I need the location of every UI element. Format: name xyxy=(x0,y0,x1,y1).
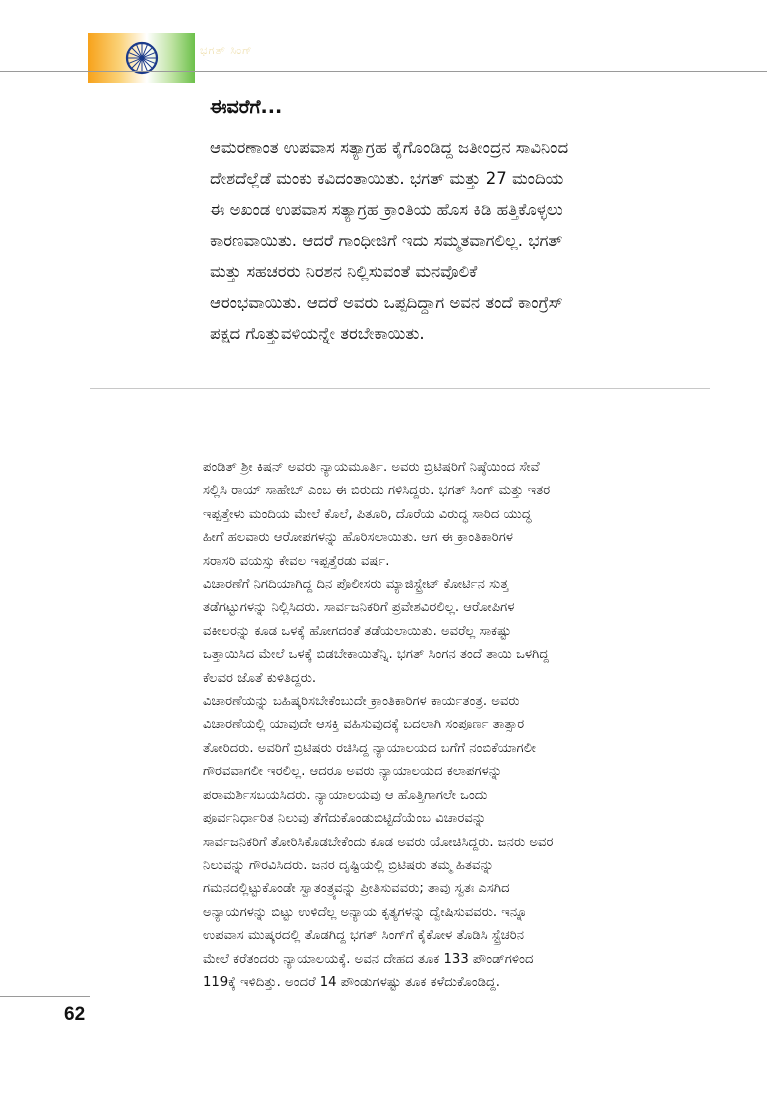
footer-rule xyxy=(0,996,90,997)
summary-heading: ಈವರೆಗೆ... xyxy=(210,96,283,118)
body-paragraph: ವಿಚಾರಣೆಯನ್ನು ಬಹಿಷ್ಕರಿಸಬೇಕೆಂಬುದೇ ಕ್ರಾಂತಿಕಾರಿಗಳ ಕಾರ್ಯತಂತ್ರ. ಅವರು ವಿಚಾರಣೆಯಲ್ಲಿ ಯಾವುದೇ ಆಸಕ್ತಿ ವಹಿಸುವುದಕ್ಕೆ ಬದಲಾಗಿ ಸಂಪೂರ್ಣ ತಾತ್ಸಾರ ತೋರಿದರು. ಅವರಿಗೆ ಬ್ರಿಟಿಷರು ರಚಿಸಿದ್ದ ನ್ಯಾಯಾಲಯದ ಬಗೆಗೆ ನಂಬಿಕೆಯಾಗಲೀ ಗೌರವವಾಗಲೀ ಇರಲಿಲ್ಲ. ಆದರೂ ಅವರು ನ್ಯಾಯಾಲಯದ ಕಲಾಪಗಳನ್ನು ಪರಾಮರ್ಶಿಸಬಯಸಿದರು. ನ್ಯಾಯಾಲಯವು ಆ ಹೊತ್ತಿಗಾಗಲೇ ಒಂದು ಪೂರ್ವನಿರ್ಧಾರಿತ ನಿಲುವು ತೆಗೆದುಕೊಂಡುಬಿಟ್ಟಿದೆಯೆಂಬ ವಿಚಾರವನ್ನು ಸಾರ್ವಜನಿಕರಿಗೆ ತೋರಿಸಿಕೊಡಬೇಕೆಂದು ಕೂಡ ಅವರು ಯೋಚಿಸಿದ್ದರು. ಜನರು ಅವರ ನಿಲುವನ್ನು ಗೌರವಿಸಿದರು. ಜನರ ದೃಷ್ಟಿಯಲ್ಲಿ ಬ್ರಿಟಿಷರು ತಮ್ಮ ಹಿತವನ್ನು ಗಮನದಲ್ಲಿಟ್ಟುಕೊಂಡೇ ಸ್ವಾತಂತ್ರ್ಯವನ್ನು ಪ್ರೀತಿಸುವವರು; ತಾವು ಸ್ವತಃ ಎಸಗಿದ ಅನ್ಯಾಯಗಳನ್ನು ಬಿಟ್ಟು ಉಳಿದೆಲ್ಲ ಅನ್ಯಾಯ ಕೃತ್ಯಗಳನ್ನು ದ್ವೇಷಿಸುವವರು. ಇನ್ನೂ ಉಪವಾಸ ಮುಷ್ಕರದಲ್ಲಿ ತೊಡಗಿದ್ದ ಭಗತ್ ಸಿಂಗ್‌ಗೆ ಕೈಕೋಳ ತೊಡಿಸಿ ಸ್ಟ್ರೆಚರಿನ ಮೇಲೆ ಕರೆತಂದರು ನ್ಯಾಯಾಲಯಕ್ಕೆ. ಅವನ ದೇಹದ ತೂಕ 133 ಪೌಂಡ್‌ಗಳಿಂದ 119ಕ್ಕೆ ಇಳಿದಿತ್ತು. ಅಂದರೆ 14 ಪೌಂಡುಗಳಷ್ಟು ತೂಕ ಕಳೆದುಕೊಂಡಿದ್ದ. xyxy=(203,694,554,990)
page-number: 62 xyxy=(64,1004,86,1025)
body-paragraph: ಪಂಡಿತ್ ಶ್ರೀ ಕಿಷನ್ ಅವರು ನ್ಯಾಯಮೂರ್ತಿ. ಅವರು ಬ್ರಿಟಿಷರಿಗೆ ನಿಷ್ಠೆಯಿಂದ ಸೇವೆ ಸಲ್ಲಿಸಿ ರಾಯ್ ಸಾಹೇಬ್ ಎಂಬ ಈ ಬಿರುದು ಗಳಿಸಿದ್ದರು. ಭಗತ್ ಸಿಂಗ್ ಮತ್ತು ಇತರ ಇಪ್ಪತ್ತೇಳು ಮಂದಿಯ ಮೇಲೆ ಕೊಲೆ, ಪಿತೂರಿ, ದೊರೆಯ ವಿರುದ್ಧ ಸಾರಿದ ಯುದ್ಧ ಹೀಗೆ ಹಲವಾರು ಆರೋಪಗಳನ್ನು ಹೊರಿಸಲಾಯಿತು. ಆಗ ಈ ಕ್ರಾಂತಿಕಾರಿಗಳ ಸರಾಸರಿ ವಯಸ್ಸು ಕೇವಲ ಇಪ್ಪತ್ತೆರಡು ವರ್ಷ. xyxy=(203,460,551,569)
summary-paragraph: ಆಮರಣಾಂತ ಉಪವಾಸ ಸತ್ಯಾಗ್ರಹ ಕೈಗೊಂಡಿದ್ದ ಜತೀಂದ್ರನ ಸಾವಿನಿಂದ ದೇಶದೆಲ್ಲೆಡೆ ಮಂಕು ಕವಿದಂತಾಯಿತು. ಭಗತ್ ಮತ್ತು 27 ಮಂದಿಯ ಈ ಅಖಂಡ ಉಪವಾಸ ಸತ್ಯಾಗ್ರಹ ಕ್ರಾಂತಿಯ ಹೊಸ ಕಿಡಿ ಹತ್ತಿಕೊಳ್ಳಲು ಕಾರಣವಾಯಿತು. ಆದರೆ ಗಾಂಧೀಜಿಗೆ ಇದು ಸಮ್ಮತವಾಗಲಿಲ್ಲ. ಭಗತ್ ಮತ್ತು ಸಹಚರರು ನಿರಶನ ನಿಲ್ಲಿಸುವಂತೆ ಮನವೊಲಿಕೆ ಆರಂಭವಾಯಿತು. ಆದರೆ ಅವರು ಒಪ್ಪದಿದ್ದಾಗ ಅವನ ತಂದೆ ಕಾಂಗ್ರೆಸ್ ಪಕ್ಷದ ಗೊತ್ತುವಳಿಯನ್ನೇ ತರಬೇಕಾಯಿತು. xyxy=(210,138,569,343)
section-divider xyxy=(90,388,710,389)
running-header-title: ಭಗತ್ ಸಿಂಗ್ xyxy=(200,44,253,57)
body-text-block xyxy=(203,456,713,994)
body-paragraph: ವಿಚಾರಣೆಗೆ ನಿಗದಿಯಾಗಿದ್ದ ದಿನ ಪೊಲೀಸರು ಮ್ಯಾಜಿಸ್ಟ್ರೇಟ್ ಕೋರ್ಟಿನ ಸುತ್ತ ತಡೆಗಟ್ಟುಗಳನ್ನು ನಿಲ್ಲಿಸಿದರು. ಸಾರ್ವಜನಿಕರಿಗೆ ಪ್ರವೇಶವಿರಲಿಲ್ಲ. ಆರೋಪಿಗಳ ವಕೀಲರನ್ನು ಕೂಡ ಒಳಕ್ಕೆ ಹೋಗದಂತೆ ತಡೆಯಲಾಯಿತು. ಅವರೆಲ್ಲ ಸಾಕಷ್ಟು ಒತ್ತಾಯಿಸಿದ ಮೇಲೆ ಒಳಕ್ಕೆ ಬಿಡಬೇಕಾಯಿತೆನ್ನಿ. ಭಗತ್ ಸಿಂಗನ ತಂದೆ ತಾಯಿ ಒಳಗಿದ್ದ ಕೆಲವರ ಜೊತೆ ಕುಳಿತಿದ್ದರು. xyxy=(203,577,550,686)
header-rule xyxy=(0,71,767,72)
